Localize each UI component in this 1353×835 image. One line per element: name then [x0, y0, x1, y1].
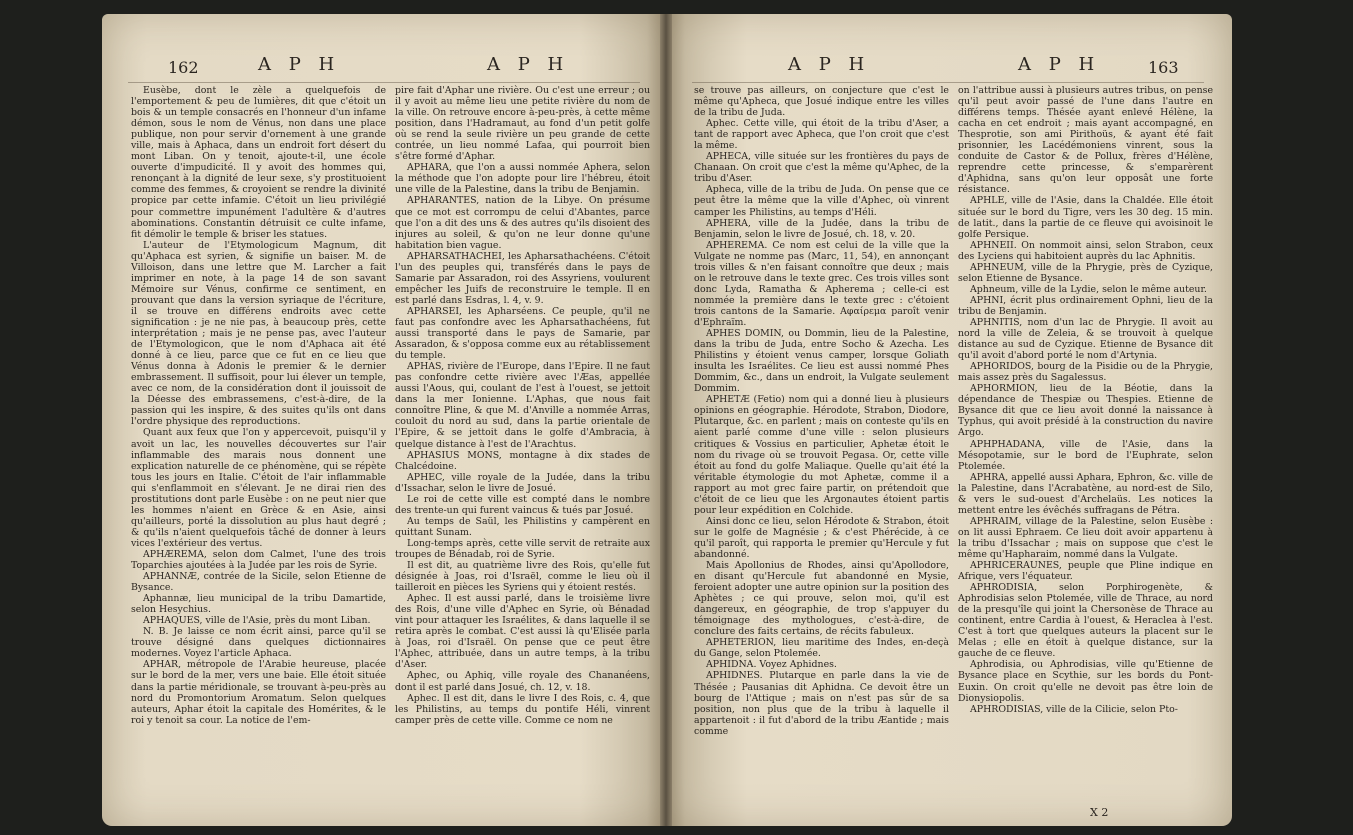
text-column-3 [694, 85, 949, 797]
entry: APHEC, ville royale de la Judée, dans la tribu d'Issachar, selon le livre de Josué. [395, 471, 650, 494]
header-rule-left [128, 82, 640, 83]
entry: Aphec. Cette ville, qui étoit de la tribu d'Aser, a tant de rapport avec Apheca, que l'on croit que c'est la même. [694, 118, 949, 152]
entry: APHORIDOS, bourg de la Pisidie ou de la Phrygie, mais assez près du Sagalessus. [958, 361, 1213, 384]
running-header-left-2: A P H [487, 54, 570, 75]
entry: APHARSEI, les Apharséens. Ce peuple, qu'il ne faut pas confondre avec les Apharsathachéens, fut aussi transporté dans le pays de Samarie, par Assaradon, & s'opposa comme eux au rétablissement du temple. [395, 305, 650, 362]
entry: Aphec. Il est aussi parlé, dans le troisième livre des Rois, d'une ville d'Aphec en Syrie, où Bénadad vint pour attaquer les Israélites, & dans laquelle il se retira après le combat. C'est aussi là qu'Elisée parla à Joas, roi d'Israël. On pense que ce peut être l'Aphec, attribuée, dans un autre temps, à la tribu d'Aser. [395, 593, 650, 671]
running-header-right-2: A P H [1018, 54, 1101, 75]
entry: APHRICERAUNES, peuple que Pline indique en Afrique, vers l'équateur. [958, 560, 1213, 583]
paragraph: Quant aux feux que l'on y appercevoit, puisqu'il y avoit un lac, les nouvelles découvertes sur l'air inflammable des marais nous donnent une explication naturelle de ce phénomène, qui se répète tous les jours en Italie. C'étoit de l'air inflammable qui s'enflammoit en s'élevant. Je ne dirai rien des prostitutions dont parle Eusèbe : on ne peut nier que les hommes n'aient en Grèce & en Asie, ainsi qu'ailleurs, porté la dissolution au plus haut degré ; & qu'ils n'aient quelquefois tâché de donner à leurs vices l'extérieur des vertus. [131, 427, 386, 549]
entry: APHLE, ville de l'Asie, dans la Chaldée. Elle étoit située sur le bord du Tigre, vers les 30 deg. 15 min. de latit., dans la partie de ce fleuve qui avoisinoit le golfe Persique. [958, 195, 1213, 240]
running-header-right-1: A P H [788, 54, 871, 75]
entry: APHERA, ville de la Judée, dans la tribu de Benjamin, selon le livre de Josué, ch. 18, v. 20. [694, 217, 949, 240]
entry: APHASIUS MONS, montagne à dix stades de Chalcédoine. [395, 449, 650, 472]
paragraph: L'auteur de l'Etymologicum Magnum, dit qu'Aphaca est syrien, & signifie un baiser. M. de Villoison, dans une lettre que M. Larcher a fait imprimer en note, à la page 14 de son savant Mémoire sur Vénus, confirme ce sentiment, en prouvant que dans la version syriaque de l'écriture, il se trouve en différens endroits avec cette signification : je ne nie pas, à beaucoup près, cette interprétation ; mais je ne pense pas, avec l'auteur de l'Etymologicon, que le nom d'Aphaca ait été donné à ce lieu, parce que ce fut en ce lieu que Vénus donna à Adonis le premier & le dernier embrassement. Il suffisoit, pour lui élever un temple, avec ce nom, de la considération dont il jouissoit de la Déesse des embrassemens, c'est-à-dire, de la passion qui les inspire, & des suites qu'ils ont dans l'ordre physique des reproductions. [131, 239, 386, 428]
entry: APHRODISIAS, ville de la Cilicie, selon Pto- [970, 703, 1178, 715]
page-number-right: 163 [1148, 58, 1179, 77]
entry: APHARA, que l'on a aussi nommée Aphera, selon la méthode que l'on adopte pour lire l'hébreu, étoit une ville de la Palestine, dans la tribu de Benjamin. [395, 162, 650, 196]
entry: Aphneum, ville de la Lydie, selon le même auteur. [970, 283, 1207, 295]
entry: Le roi de cette ville est compté dans le nombre des trente-un qui furent vaincus & tués par Josué. [395, 493, 650, 516]
entry: APHECA, ville située sur les frontières du pays de Chanaan. On croit que c'est la même qu'Aphec, de la tribu d'Aser. [694, 151, 949, 185]
paragraph: pire fait d'Aphar une rivière. Ou c'est une erreur ; ou il y avoit au même lieu une petite rivière du nom de la ville. On retrouve encore à-peu-près, à cette même position, dans l'Hadramaut, au fond d'un petit golfe où se rend la seule rivière un peu grande de cette contrée, un lieu nommé Lafaa, qui pourroit bien s'être formé d'Aphar. [395, 85, 650, 163]
entry: APHÆREMA, selon dom Calmet, l'une des trois Toparchies ajoutées à la Judée par les rois de Syrie. [131, 548, 386, 572]
entry: APHEREMA. Ce nom est celui de la ville que la Vulgate ne nomme pas (Marc, 11, 54), en annonçant trois villes & n'en faisant connoître que deux ; mais on le retrouve dans le texte grec. Ces trois villes sont donc Lyda, Ramatha & Apherema ; celle-ci est nommée la première dans le texte grec : c'étoient trois cantons de la Samarie. Αφαίρεμα paroît venir d'Ephraïm. [694, 239, 949, 328]
entry: APHNEUM, ville de la Phrygie, près de Cyzique, selon Etienne de Bysance. [958, 261, 1213, 284]
entry: APHANNÆ, contrée de la Sicile, selon Etienne de Bysance. [131, 571, 386, 594]
entry: APHRAIM, village de la Palestine, selon Eusèbe : on lit aussi Ephraem. Ce lieu doit avoir appartenu à la tribu d'Issachar ; mais on suppose que c'est le même qu'Hapharaim, nommé dans la Vulgate. [958, 515, 1213, 560]
entry: Mais Apollonius de Rhodes, ainsi qu'Apollodore, en disant qu'Hercule fut abandonné en Mysie, feroient adopter une autre opinion sur la position des Aphètes ; ce qui prouve, selon moi, qu'il est dangereux, en géographie, de trop s'appuyer du témoignage des mythologues, c'est-à-dire, de conclure des faits certains, de récits fabuleux. [694, 560, 949, 638]
text-column-4 [958, 85, 1213, 797]
entry: Aphec. Il est dit, dans le livre I des Rois, c. 4, que les Philistins, au temps du pontife Héli, vinrent camper près de cette ville. Comme ce nom ne [395, 692, 650, 726]
text-column-2 [395, 85, 650, 797]
entry: APHPHADANA, ville de l'Asie, dans la Mésopotamie, sur le bord de l'Euphrate, selon Ptolemée. [958, 438, 1213, 472]
paragraph: on l'attribue aussi à plusieurs autres tribus, on pense qu'il peut avoir passé de l'une dans l'autre en différens temps. Thésée ayant enlevé Hélène, la cacha en cet endroit ; mais ayant accompagné, en Thesprotie, son ami Pirithoüs, & ayant été fait prisonnier, les Lacédémoniens vinrent, sous la conduite de Castor & de Pollux, frères d'Hélène, reprendre cette princesse, & s'emparèrent d'Aphidna, sans qu'on leur opposât une forte résistance. [958, 85, 1213, 196]
entry: Il est dit, au quatrième livre des Rois, qu'elle fut désignée à Joas, roi d'Israël, comme le lieu où il tailleroit en pièces les Syriens qui y étoient restés. [395, 560, 650, 594]
entry: APHARANTES, nation de la Libye. On présume que ce mot est corrompu de celui d'Abantes, parce que l'on a dit des uns & des autres qu'ils disoient des injures au soleil, & qu'on ne leur donne qu'une habitation bien vague. [395, 195, 650, 251]
entry: Long-temps après, cette ville servit de retraite aux troupes de Bénadab, roi de Syrie. [395, 537, 650, 560]
entry: APHES DOMIN, ou Dommin, lieu de la Palestine, dans la tribu de Juda, entre Socho & Azecha. Les Philistins y étoient venus camper, lorsque Goliath insulta les Israélites. Ce lieu est aussi nommé Phes Dommim, &c., dans un endroit, la Vulgate seulement Dommim. [694, 328, 949, 395]
entry: APHETÆ (Fetio) nom qui a donné lieu à plusieurs opinions en géographie. Hérodote, Strabon, Diodore, Plutarque, &c. en parlent ; mais on conteste qu'ils en aient parlé comme d'une ville : selon plusieurs critiques & Vossius en particulier, Aphetæ étoit le nom du rivage où se trouvoit Pegasa. Or, cette ville étoit au fond du golfe Maliaque. Quelle qu'ait été la véritable étymologie du mot Aphetæ, comme il a rapport au mot grec faire partir, on prétendoit que c'étoit de ce lieu que les Argonautes étoient partis pour leur expédition en Colchide. [694, 394, 949, 516]
entry: Aphannæ, lieu municipal de la tribu Damartide, selon Hesychius. [131, 593, 386, 616]
entry: Ainsi donc ce lieu, selon Hérodote & Strabon, étoit sur le golfe de Magnésie ; & c'est Phérécide, à ce qu'il paroît, qui rapporta le premier qu'Hercule y fut abandonné. [694, 515, 949, 560]
entry: APHNITIS, nom d'un lac de Phrygie. Il avoit au nord la ville de Zeleia, & se trouvoit à quelque distance au sud de Cyzique. Etienne de Bysance dit qu'il avoit d'abord porté le nom d'Artynia. [958, 316, 1213, 362]
entry: APHNEII. On nommoit ainsi, selon Strabon, ceux des Lyciens qui habitoient auprès du lac Aphnitis. [958, 239, 1213, 262]
entry: APHIDNA. Voyez Aphidnes. [706, 659, 837, 671]
page-number-left: 162 [168, 58, 199, 77]
entry: APHRODISIA, selon Porphirogenète, & Aphrodisias selon Ptolemée, ville de Thrace, au nord de la presqu'île qui joint la Chersonèse de Thrace au continent, entre Cardia à l'ouest, & Heraclea à l'est. C'est à tort que quelques auteurs la placent sur le Melas ; elle en étoit à quelque distance, sur la gauche de ce fleuve. [958, 582, 1213, 660]
entry: APHNI, écrit plus ordinairement Ophni, lieu de la tribu de Benjamin. [958, 294, 1213, 317]
entry: Aphrodisia, ou Aphrodisias, ville qu'Etienne de Bysance place en Scythie, sur les bords du Pont-Euxin. On croit qu'elle ne devoit pas être loin de Dionysiopolis. [958, 659, 1213, 704]
entry: APHAR, métropole de l'Arabie heureuse, placée sur le bord de la mer, vers une baie. Elle étoit située dans la partie méridionale, se trouvant à-peu-près au nord du Promontorium Aromatum. Selon quelques auteurs, Aphar étoit la capitale des Homérites, & le roi y tenoit sa cour. La notice de l'em- [131, 659, 386, 726]
book-gutter [660, 14, 672, 826]
signature-mark: X 2 [1090, 806, 1109, 819]
entry: APHAS, rivière de l'Europe, dans l'Epire. Il ne faut pas confondre cette rivière avec l'Æas, appellée aussi l'Aous, qui, coulant de l'est à l'ouest, se jettoit dans la mer Ionienne. L'Aphas, que nous fait connoître Pline, & que M. d'Anville a nommée Arras, couloit du nord au sud, dans la partie orientale de l'Epire, & se jettoit dans le golfe d'Ambracia, à quelque distance à l'est de l'Arachtus. [395, 361, 650, 450]
entry: N. B. Je laisse ce nom écrit ainsi, parce qu'il se trouve désigné dans quelques dictionnaires modernes. Voyez l'article Aphaca. [131, 626, 386, 660]
entry: APHRA, appellé aussi Aphara, Ephron, &c. ville de la Palestine, dans l'Acrabatène, au nord-est de Silo, & vers le sud-ouest d'Archelaüs. Les notices la mettent entre les évêchés suffragans de Pétra. [958, 471, 1213, 516]
entry: APHORMION, lieu de la Béotie, dans la dépendance de Thespiæ ou Thespies. Etienne de Bysance dit que ce lieu avoit donné la naissance à Typhus, qui avoit présidé à la construction du navire Argo. [958, 383, 1213, 439]
paragraph: se trouve pas ailleurs, on conjecture que c'est le même qu'Apheca, que Josué indique entre les villes de la tribu de Juda. [694, 85, 949, 119]
entry: APHETERION, lieu maritime des Indes, en-deçà du Gange, selon Ptolemée. [694, 637, 949, 660]
entry: Apheca, ville de la tribu de Juda. On pense que ce peut être la même que la ville d'Aphec, où vinrent camper les Philistins, au temps d'Héli. [694, 184, 949, 218]
paragraph: Eusèbe, dont le zèle a quelquefois de l'emportement & peu de lumières, dit que c'étoit un bois & un temple consacrés en l'honneur d'un infame démon, sous le nom de Vénus, non dans une place publique, non pour servir d'ornement à une grande ville, mais à Aphaca, dans un endroit fort désert du mont Liban. On y tenoit, ajoute-t-il, une école ouverte d'impudicité. Il y avoit des hommes qui, renonçant à la dignité de leur sexe, s'y prostituoient comme des femmes, & croyoient se rendre la divinité propice par cette infamie. C'étoit un lieu privilégié pour commettre impunément l'adultère & d'autres abominations. Constantin détruisit ce culte infame, fit démolir le temple & briser les statues. [131, 85, 386, 240]
entry: APHAQUES, ville de l'Asie, près du mont Liban. [143, 615, 371, 627]
entry: Aphec, ou Aphiq, ville royale des Chananéens, dont il est parlé dans Josué, ch. 12, v. 18. [395, 670, 650, 693]
text-column-1 [131, 85, 386, 797]
entry: Au temps de Saül, les Philistins y campèrent en quittant Sunam. [395, 515, 650, 538]
entry: APHARSATHACHEI, les Apharsathachéens. C'étoit l'un des peuples qui, transférés dans le pays de Samarie par Assaradon, roi des Assyriens, voulurent empêcher les Juifs de reconstruire le temple. Il en est parlé dans Esdras, l. 4, v. 9. [395, 250, 650, 306]
header-rule-right [692, 82, 1204, 83]
running-header-left-1: A P H [258, 54, 341, 75]
entry: APHIDNES. Plutarque en parle dans la vie de Thésée ; Pausanias dit Aphidna. Ce devoit être un bourg de l'Attique ; mais on n'est pas sûr de sa position, non plus que de la tribu à laquelle il appartenoit : il fut d'abord de la tribu Æantide ; mais comme [694, 670, 949, 737]
